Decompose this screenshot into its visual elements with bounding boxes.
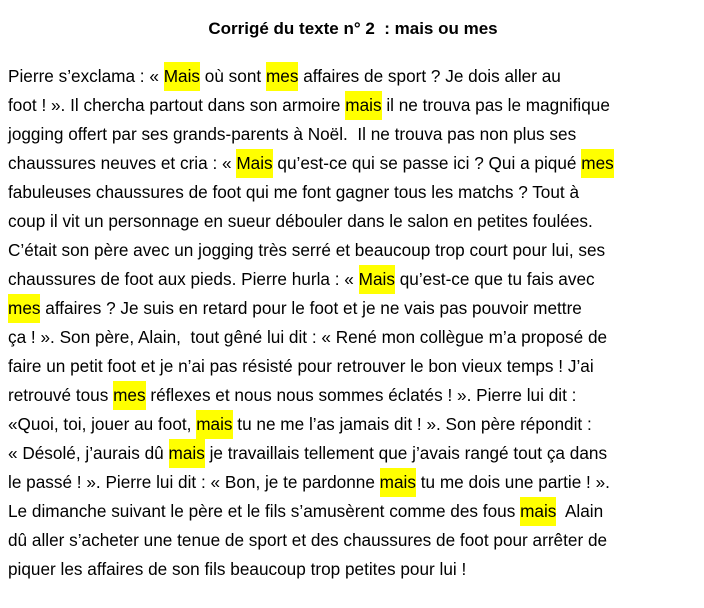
text-segment: « Désolé, j’aurais dû bbox=[8, 443, 169, 463]
text-segment: fabuleuses chaussures de foot qui me font gagner tous les matchs ? Tout à bbox=[8, 182, 580, 202]
highlighted-word: Mais bbox=[164, 62, 200, 91]
text-line bbox=[8, 381, 698, 410]
text-segment: affaires de sport ? Je dois aller au bbox=[298, 66, 561, 86]
highlighted-word: mais bbox=[520, 497, 556, 526]
text-line bbox=[8, 265, 698, 294]
text-segment: Le dimanche suivant le père et le fils s’amusèrent comme des fous bbox=[8, 501, 521, 521]
text-segment: chaussures neuves et cria : « bbox=[8, 153, 237, 173]
text-line bbox=[8, 439, 698, 468]
text-line bbox=[8, 91, 698, 120]
text-segment: où sont bbox=[200, 66, 266, 86]
text-line bbox=[8, 555, 698, 584]
text-line bbox=[8, 62, 698, 91]
text-segment: ça ! ». Son père, Alain, tout gêné lui dit : « René mon collègue m’a proposé de bbox=[8, 327, 608, 347]
text-segment: faire un petit foot et je n’ai pas résisté pour retrouver le bon vieux temps ! J’ai bbox=[8, 356, 594, 376]
text-segment: chaussures de foot aux pieds. Pierre hurla : « bbox=[8, 269, 359, 289]
text-line bbox=[8, 410, 698, 439]
highlighted-word: mes bbox=[113, 381, 145, 410]
highlighted-word: mais bbox=[196, 410, 232, 439]
highlighted-word: mais bbox=[345, 91, 381, 120]
text-line bbox=[8, 497, 698, 526]
text-line bbox=[8, 468, 698, 497]
text-segment: tu me dois une partie ! ». bbox=[415, 472, 610, 492]
text-segment: je travaillais tellement que j’avais rangé tout ça dans bbox=[204, 443, 608, 463]
text-segment: coup il vit un personnage en sueur débouler dans le salon en petites foulées. bbox=[8, 211, 593, 231]
highlighted-word: Mais bbox=[236, 149, 272, 178]
text-line bbox=[8, 207, 698, 236]
highlighted-word: Mais bbox=[359, 265, 395, 294]
document-body bbox=[8, 62, 698, 584]
text-segment: retrouvé tous bbox=[8, 385, 114, 405]
text-segment: piquer les affaires de son fils beaucoup trop petites pour lui ! bbox=[8, 559, 467, 579]
text-segment: affaires ? Je suis en retard pour le foot et je ne vais pas pouvoir mettre bbox=[40, 298, 582, 318]
highlighted-word: mais bbox=[380, 468, 416, 497]
text-segment: tu ne me l’as jamais dit ! ». Son père répondit : bbox=[232, 414, 592, 434]
text-line bbox=[8, 323, 698, 352]
text-segment: «Quoi, toi, jouer au foot, bbox=[8, 414, 197, 434]
text-line bbox=[8, 120, 698, 149]
highlighted-word: mes bbox=[266, 62, 298, 91]
text-segment: foot ! ». Il chercha partout dans son armoire bbox=[8, 95, 346, 115]
text-line bbox=[8, 149, 698, 178]
highlighted-word: mais bbox=[169, 439, 205, 468]
text-segment: Alain bbox=[556, 501, 604, 521]
text-segment: le passé ! ». Pierre lui dit : « Bon, je te pardonne bbox=[8, 472, 380, 492]
highlighted-word: mes bbox=[8, 294, 40, 323]
text-line bbox=[8, 352, 698, 381]
text-segment: jogging offert par ses grands-parents à Noël. Il ne trouva pas non plus ses bbox=[8, 124, 577, 144]
text-segment: il ne trouva pas le magnifique bbox=[381, 95, 610, 115]
text-line bbox=[8, 294, 698, 323]
text-segment: dû aller s’acheter une tenue de sport et des chaussures de foot pour arrêter de bbox=[8, 530, 608, 550]
text-segment: qu’est-ce qui se passe ici ? Qui a piqué bbox=[272, 153, 582, 173]
highlighted-word: mes bbox=[581, 149, 613, 178]
text-segment: C’était son père avec un jogging très serré et beaucoup trop court pour lui, ses bbox=[8, 240, 606, 260]
text-line bbox=[8, 178, 698, 207]
text-line bbox=[8, 526, 698, 555]
text-line bbox=[8, 236, 698, 265]
text-segment: Pierre s’exclama : « bbox=[8, 66, 164, 86]
text-segment: réflexes et nous nous sommes éclatés ! ». Pierre lui dit : bbox=[145, 385, 577, 405]
text-segment: qu’est-ce que tu fais avec bbox=[394, 269, 595, 289]
document-title: Corrigé du texte n° 2 : mais ou mes bbox=[208, 19, 498, 38]
